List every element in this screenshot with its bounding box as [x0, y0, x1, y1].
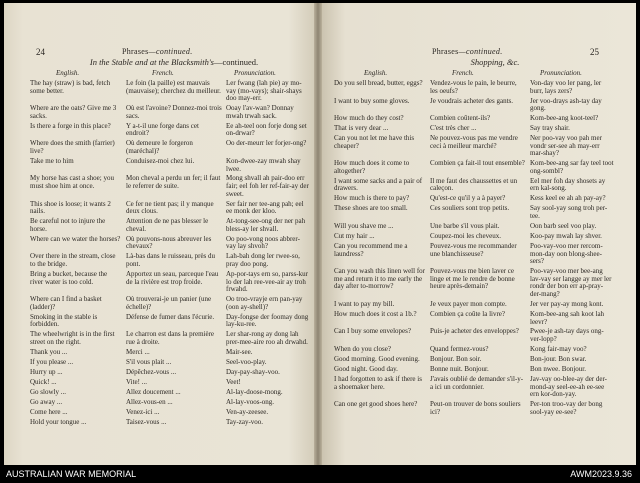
- english-cell: Can one get good shoes here?: [334, 400, 418, 409]
- english-cell: Where can I find a basket (ladder)?: [30, 295, 102, 311]
- phrase-row: [334, 205, 614, 220]
- phrase-row: [334, 178, 614, 193]
- french-cell: Combien coûtent-ils?: [430, 114, 491, 123]
- english-cell: Take me to him: [30, 156, 74, 165]
- english-cell: These shoes are too small.: [334, 204, 408, 213]
- french-cell: Attention de ne pas blesser le cheval.: [126, 217, 209, 233]
- french-cell: Pouvez-vous me bien laver ce linge et me le rendre de bonne heure après-demain?: [430, 267, 515, 291]
- phrase-row: [30, 399, 310, 407]
- pronunciation-cell: Ven-ay-zeesee.: [226, 407, 269, 416]
- english-cell: Over there in the stream, close to the bridge.: [30, 252, 116, 268]
- french-cell: Allez-vous-en ...: [126, 397, 173, 406]
- pronunciation-cell: Oo poo-vong noos abbrer-vay lay shvoh?: [226, 234, 300, 251]
- right-col-english: English.: [364, 69, 388, 77]
- french-cell: Vendez-vous le pain, le beurre, les oeufs?: [430, 79, 517, 95]
- phrase-row: [30, 158, 310, 173]
- french-cell: Y a-t-il une forge dans cet endroit?: [126, 121, 199, 138]
- right-phrase-table: [334, 80, 614, 419]
- english-cell: Quick! ...: [30, 377, 57, 386]
- french-cell: Une barbe s'il vous plait.: [430, 222, 500, 231]
- pronunciation-cell: Kess keel ee ah ah pay-ay?: [530, 194, 606, 203]
- english-cell: Go slowly ...: [30, 387, 66, 396]
- pronunciation-cell: Von-day voo ler pang, ler burr, lays zers?: [530, 79, 602, 95]
- pronunciation-cell: Kon-dwee-zay mwah shay lwee.: [226, 156, 301, 173]
- pronunciation-cell: Poo-vay-voo mer rercom-mon-day oon blong-shee-sers?: [530, 241, 603, 266]
- english-cell: Cut my hair ...: [334, 232, 375, 240]
- english-cell: How much is there to pay?: [334, 194, 410, 203]
- pronunciation-cell: Jer voo-drays ash-tay day gong.: [530, 96, 602, 113]
- footer-bar: [0, 465, 640, 483]
- french-cell: Le foin (la paille) est mauvais (mauvaise); cherchez du meilleur.: [126, 79, 221, 95]
- pronunciation-cell: Al-lay-voos-ong.: [226, 397, 275, 406]
- french-cell: Mon cheval a perdu un fer; il faut le referrer de suite.: [126, 174, 221, 191]
- phrase-row: [30, 253, 310, 268]
- french-cell: Dépêchez-vous ...: [126, 367, 177, 376]
- pronunciation-cell: Kom-bee-ang sah koot lah leevr?: [530, 309, 605, 326]
- english-cell: Can you not let me have this cheaper?: [334, 134, 415, 150]
- right-col-pronunciation: Pronunciation.: [540, 69, 582, 77]
- pronunciation-cell: Oo der-meurr ler forjer-ong?: [226, 139, 307, 148]
- phrase-row: [334, 98, 614, 113]
- english-cell: Can I buy some envelopes?: [334, 327, 411, 336]
- english-cell: Go away ...: [30, 397, 63, 406]
- phrase-row: [30, 236, 310, 251]
- pronunciation-cell: Bon nwee. Bonjour.: [530, 365, 586, 374]
- french-cell: Ces souliers sont trop petits.: [430, 204, 510, 213]
- pronunciation-cell: Veet!: [226, 377, 241, 386]
- french-cell: Combien ça fait-il tout ensemble?: [430, 159, 525, 168]
- french-cell: Conduisez-moi chez lui.: [126, 156, 195, 165]
- phrase-row: [334, 311, 614, 326]
- phrase-row: [30, 175, 310, 198]
- english-cell: Come here ...: [30, 407, 68, 416]
- pronunciation-cell: Oon barb seel voo play.: [530, 222, 597, 231]
- english-cell: Hurry up ...: [30, 367, 63, 376]
- english-cell: Where can we water the horses?: [30, 234, 121, 243]
- pronunciation-cell: Ap-por-tays ern so, parss-kur lo der lah ree-vee-air ay troh frwahd.: [226, 269, 308, 294]
- english-cell: This shoe is loose; it wants 2 nails.: [30, 199, 111, 216]
- french-cell: Le charron est dans la première rue à droite.: [126, 330, 215, 346]
- pronunciation-cell: Seel-voo-play.: [226, 357, 267, 366]
- phrase-row: [334, 125, 614, 133]
- footer-accession: AWM2023.9.36: [570, 469, 632, 479]
- right-page-subheading: Shopping, &c.: [470, 57, 520, 67]
- left-page-number: 24: [36, 47, 45, 57]
- phrase-row: [30, 80, 310, 103]
- french-cell: Combien ça coûte la livre?: [430, 309, 506, 318]
- phrase-row: [334, 346, 614, 354]
- pronunciation-cell: Day-pay-shay-voo.: [226, 367, 280, 376]
- phrase-row: [334, 80, 614, 95]
- english-cell: I want to pay my bill.: [334, 299, 395, 308]
- phrase-row: [334, 243, 614, 266]
- french-cell: Où est l'avoine? Donnez-moi trois sacs.: [126, 104, 222, 120]
- pronunciation-cell: Kom-bee-ang koot-teel?: [530, 114, 599, 123]
- english-cell: Do you sell bread, butter, eggs?: [334, 79, 423, 87]
- pronunciation-cell: At-tong-see-ong der ner pah bless-ay ler shvall.: [226, 217, 306, 233]
- french-cell: Je veux payer mon compte.: [430, 299, 507, 308]
- french-cell: Il me faut des chaussettes et un caleçon.: [430, 176, 518, 193]
- french-cell: Pouvez-vous me recommander une blanchisseuse?: [430, 241, 517, 258]
- english-cell: Good morning. Good evening.: [334, 355, 420, 364]
- french-cell: Merci ...: [126, 347, 150, 356]
- phrase-row: [30, 296, 310, 311]
- french-cell: Vite! ...: [126, 377, 147, 386]
- english-cell: Thank you ...: [30, 347, 68, 356]
- footer-institution: AUSTRALIAN WAR MEMORIAL: [6, 469, 137, 479]
- phrase-row: [30, 379, 310, 387]
- pronunciation-cell: Ee ah-teel oon forje dong set on-drwar?: [226, 121, 307, 138]
- french-cell: Allez doucement ...: [126, 387, 181, 396]
- phrase-row: [334, 135, 614, 158]
- english-cell: Hold your tongue ...: [30, 417, 87, 426]
- french-cell: Je voudrais acheter des gants.: [430, 96, 513, 105]
- phrase-row: [334, 376, 614, 399]
- french-cell: Taisez-vous ...: [126, 417, 167, 426]
- pronunciation-cell: Tay-zay-voo.: [226, 417, 264, 426]
- english-cell: Bring a bucket, because the river water is too cold.: [30, 269, 108, 286]
- french-cell: C'est très cher ...: [430, 124, 477, 133]
- phrase-row: [30, 409, 310, 417]
- french-cell: Là-bas dans le ruisseau, près du pont.: [126, 252, 216, 268]
- book-spine: [314, 3, 322, 465]
- left-page-header: Phrases—continued.: [122, 47, 193, 56]
- phrase-row: [30, 314, 310, 329]
- english-cell: Is there a forge in this place?: [30, 121, 111, 130]
- english-cell: I want to buy some gloves.: [334, 96, 410, 105]
- english-cell: My horse has cast a shoe; you must shoe him at once.: [30, 174, 114, 191]
- english-cell: That is very dear ...: [334, 124, 389, 133]
- french-cell: S'il vous plait ...: [126, 357, 172, 366]
- french-cell: Venez-ici ...: [126, 407, 160, 416]
- pronunciation-cell: Ler shar-rong ay dong lah prer-mee-aire roo ah drwahd.: [226, 330, 308, 346]
- phrase-row: [30, 389, 310, 397]
- phrase-row: [334, 195, 614, 203]
- pronunciation-cell: Al-lay-doose-mong.: [226, 387, 283, 396]
- pronunciation-cell: Per-ton troo-vay der bong sool-yay ee-see?: [530, 400, 603, 416]
- pronunciation-cell: Kong fair-may voo?: [530, 345, 587, 354]
- english-cell: Where are the oats? Give me 3 sacks.: [30, 104, 117, 120]
- english-cell: When do you close?: [334, 345, 391, 354]
- pronunciation-cell: Day-fongse der foomay dong lay-ku-ree.: [226, 312, 309, 329]
- pronunciation-cell: Ser fair ner tee-ang pah; eel ee monk der kloo.: [226, 199, 304, 216]
- phrase-row: [334, 268, 614, 298]
- french-cell: Ne pouvez-vous pas me vendre ceci à meilleur marché?: [430, 134, 518, 150]
- french-cell: Coupez-moi les cheveux.: [430, 232, 501, 240]
- phrase-row: [30, 201, 310, 216]
- english-cell: Smoking in the stable is forbidden.: [30, 312, 98, 329]
- english-cell: If you please ...: [30, 357, 74, 366]
- phrase-row: [30, 419, 310, 427]
- french-cell: Défense de fumer dans l'écurie.: [126, 312, 215, 321]
- phrase-row: [30, 271, 310, 294]
- phrase-row: [30, 218, 310, 233]
- french-cell: Puis-je acheter des enveloppes?: [430, 327, 519, 336]
- left-phrase-table: [30, 80, 310, 429]
- english-cell: Where does the smith (farrier) live?: [30, 139, 115, 155]
- pronunciation-cell: Poo-vay-voo mer bee-ang lav-vay ser langge ay mer ler rondr der bon err ap-pray-der-mang?: [530, 267, 612, 298]
- right-page-header: Phrases—continued.: [432, 47, 503, 56]
- phrase-row: [334, 356, 614, 364]
- phrase-row: [30, 331, 310, 346]
- french-cell: Apportez un seau, parceque l'eau de la rivière est trop froide.: [126, 269, 219, 286]
- pronunciation-cell: Eel mer foh day shosets ay ern kal-song.: [530, 176, 606, 193]
- right-col-french: French.: [452, 69, 474, 77]
- right-page: [320, 3, 636, 465]
- left-page: [4, 3, 320, 465]
- pronunciation-cell: Lah-bah dong ler rwee-so, pray doo pong.: [226, 252, 300, 268]
- french-cell: Bonne nuit. Bonjour.: [430, 365, 489, 374]
- french-cell: J'avais oublié de demander s'il-y-a ici un cordonnier.: [430, 375, 524, 391]
- french-cell: Quand fermez-vous?: [430, 345, 489, 354]
- pronunciation-cell: Say sool-yay song troh per-tee.: [530, 204, 608, 221]
- left-col-pronunciation: Pronunciation.: [234, 69, 276, 77]
- phrase-row: [334, 223, 614, 231]
- phrase-row: [30, 369, 310, 377]
- english-cell: How much do they cost?: [334, 114, 404, 123]
- french-cell: Ce fer ne tient pas; il y manque deux clous.: [126, 199, 214, 216]
- pronunciation-cell: Kom-bee-ang sar fay teel toot ong-sombl?: [530, 159, 614, 175]
- pronunciation-cell: Ler fwang (lah pie) ay mo-vay (mo-vays); shair-shays doo may-err.: [226, 79, 302, 103]
- phrase-row: [30, 349, 310, 357]
- french-cell: Bonjour. Bon soir.: [430, 355, 482, 364]
- english-cell: How much does it cost a 1b.?: [334, 309, 417, 318]
- pronunciation-cell: Mong shvall ah pair-doo err fair; eel foh ler ref-fair-ay der sweet.: [226, 174, 309, 198]
- phrase-row: [334, 160, 614, 175]
- pronunciation-cell: Pwee-je ash-tay days ong-ver-lopp?: [530, 327, 604, 344]
- phrase-row: [334, 328, 614, 343]
- english-cell: Good night. Good day.: [334, 365, 398, 374]
- phrase-row: [334, 401, 614, 416]
- phrase-row: [334, 301, 614, 309]
- pronunciation-cell: Jav-vay oo-blee-ay der der-mond-ay seel-ee-ah ee-see ern kor-don-yay.: [530, 375, 608, 399]
- french-cell: Qu'est-ce qu'il y a à payer?: [430, 194, 506, 203]
- pronunciation-cell: Bon-jour. Bon swar.: [530, 355, 587, 364]
- english-cell: How much does it come to altogether?: [334, 159, 410, 175]
- phrase-row: [334, 366, 614, 374]
- phrase-row: [30, 105, 310, 120]
- phrase-row: [334, 233, 614, 241]
- french-cell: Où trouverai-je un panier (une échelle)?: [126, 295, 212, 311]
- right-page-number: 25: [590, 47, 599, 57]
- english-cell: Can you wash this linen well for me and return it to me early the day after to-morrow?: [334, 267, 425, 291]
- pronunciation-cell: Koo-pay mwah lay shver.: [530, 232, 602, 240]
- french-cell: Où pouvons-nous abreuver les chevaux?: [126, 234, 212, 251]
- english-cell: I had forgotten to ask if there is a shoemaker here.: [334, 375, 422, 391]
- phrase-row: [30, 123, 310, 138]
- pronunciation-cell: Oo troo-vrayje ern pan-yay (oon ay-shell)?: [226, 295, 303, 311]
- english-cell: I want some sacks and a pair of drawers.: [334, 176, 423, 193]
- french-cell: Où demeure le forgeron (maréchal)?: [126, 139, 193, 155]
- french-cell: Peut-on trouver de bons souliers ici?: [430, 400, 521, 416]
- english-cell: Can you recommend me a laundress?: [334, 241, 408, 258]
- english-cell: Will you shave me ...: [334, 222, 394, 231]
- left-page-subheading: In the Stable and at the Blacksmith's—continued.: [89, 57, 259, 67]
- pronunciation-cell: Mair-see.: [226, 347, 253, 356]
- pronunciation-cell: Ner poo-vay voo pah mer vondr ser-see ah may-err mar-shay?: [530, 134, 602, 158]
- english-cell: Be careful not to injure the horse.: [30, 217, 106, 233]
- left-col-french: French.: [152, 69, 174, 77]
- english-cell: The hay (straw) is bad, fetch some better.: [30, 79, 111, 95]
- pronunciation-cell: Say tray shair.: [530, 124, 570, 133]
- pronunciation-cell: Jer ver pay-ay mong kont.: [530, 299, 604, 308]
- phrase-row: [30, 359, 310, 367]
- english-cell: The wheelwright is in the first street on the right.: [30, 330, 115, 346]
- pronunciation-cell: Ooay l'av-wan? Donnay mwah trwah sack.: [226, 104, 294, 120]
- phrase-row: [334, 115, 614, 123]
- left-col-english: English.: [56, 69, 80, 77]
- phrase-row: [30, 140, 310, 155]
